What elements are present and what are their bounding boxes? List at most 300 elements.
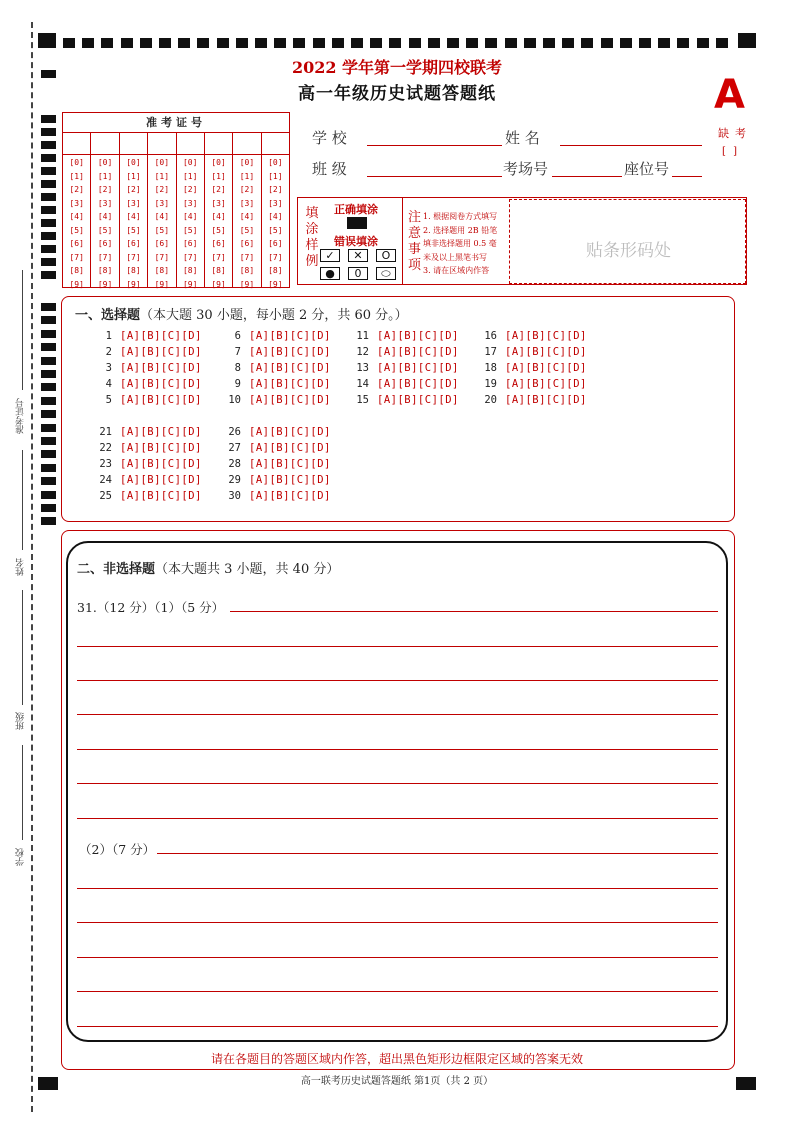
mc-question-number: 4	[105, 378, 112, 390]
name-label: 姓 名	[505, 129, 540, 147]
answer-line[interactable]	[77, 714, 718, 715]
admission-id-bubble[interactable]: [2]	[239, 185, 255, 194]
mc-question-number: 11	[356, 330, 369, 342]
mc-option-bubbles[interactable]: [A][B][C][D]	[505, 362, 587, 374]
margin-rule	[22, 270, 23, 390]
timing-mark	[409, 38, 421, 48]
answer-line[interactable]	[77, 957, 718, 958]
mc-question-5	[92, 394, 202, 406]
timing-mark	[41, 357, 56, 365]
admission-id-bubble[interactable]: [6]	[126, 239, 141, 248]
admission-id-bubble[interactable]: [0]	[268, 158, 283, 167]
mc-option-bubbles[interactable]: [A][B][C][D]	[120, 490, 202, 502]
timing-mark	[351, 38, 363, 48]
mc-question-number: 5	[105, 394, 112, 406]
admission-id-bubble[interactable]: [2]	[154, 185, 170, 194]
admission-id-bubbles	[91, 155, 118, 291]
timing-mark	[41, 397, 56, 405]
mc-option-bubbles[interactable]: [A][B][C][D]	[377, 330, 459, 342]
mc-option-bubbles[interactable]: [A][B][C][D]	[377, 378, 459, 390]
admission-id-bubble[interactable]: [4]	[154, 212, 170, 221]
admission-id-bubble[interactable]: [0]	[126, 158, 141, 167]
wrong-mark-dot-icon: ●	[320, 267, 340, 280]
timing-mark	[140, 38, 152, 48]
mc-option-bubbles[interactable]: [A][B][C][D]	[505, 394, 587, 406]
fill-sample-box	[297, 197, 747, 285]
timing-mark	[313, 38, 325, 48]
mc-question-29	[221, 474, 331, 486]
mc-option-bubbles[interactable]: [A][B][C][D]	[249, 362, 331, 374]
timing-mark	[716, 38, 728, 48]
admission-id-bubbles	[205, 155, 232, 291]
mc-question-number: 22	[99, 442, 112, 454]
mc-question-12	[349, 346, 459, 358]
mc-question-24	[92, 474, 202, 486]
margin-rule	[22, 450, 23, 550]
admission-id-bubble[interactable]: [3]	[182, 198, 198, 208]
mc-option-bubbles[interactable]: [A][B][C][D]	[377, 394, 459, 406]
mc-question-number: 3	[105, 362, 112, 374]
mc-option-bubbles[interactable]: [A][B][C][D]	[249, 490, 331, 502]
mc-option-bubbles[interactable]: [A][B][C][D]	[505, 346, 587, 358]
admission-id-bubble[interactable]: [4]	[97, 212, 113, 221]
admission-id-bubble[interactable]: [6]	[69, 239, 84, 248]
admission-id-bubble[interactable]: [0]	[154, 158, 170, 167]
admission-id-bubbles	[148, 155, 175, 291]
mc-question-number: 27	[228, 442, 241, 454]
mc-option-bubbles[interactable]: [A][B][C][D]	[120, 394, 202, 406]
margin-rule	[22, 590, 23, 705]
admission-id-bubble[interactable]: [8]	[268, 266, 283, 275]
admission-id-bubble[interactable]: [1]	[239, 171, 255, 181]
timing-mark	[41, 330, 56, 338]
mc-question-number: 26	[228, 426, 241, 438]
mc-question-23	[92, 458, 202, 470]
admission-id-bubble[interactable]: [3]	[154, 198, 170, 208]
paper-type-letter: A	[714, 72, 745, 118]
mc-option-bubbles[interactable]: [A][B][C][D]	[249, 378, 331, 390]
timing-mark	[524, 38, 536, 48]
footer-page-info: 高一联考历史试题答题纸 第1页（共 2 页）	[300, 1076, 494, 1087]
answer-line[interactable]	[77, 818, 718, 819]
admission-id-bubble[interactable]: [3]	[97, 198, 113, 208]
correct-fill-mark	[347, 217, 367, 229]
timing-mark	[41, 128, 56, 136]
admission-id-bubbles	[233, 155, 260, 291]
admission-id-bubble[interactable]: [8]	[154, 266, 170, 275]
seat-label: 座位号	[624, 160, 670, 178]
correct-fill-label: 正确填涂	[334, 203, 378, 216]
timing-mark	[41, 491, 56, 499]
mc-option-bubbles[interactable]: [A][B][C][D]	[120, 442, 202, 454]
section1-title	[75, 304, 408, 323]
admission-id-column	[91, 133, 119, 287]
admission-id-bubble[interactable]: [0]	[211, 158, 226, 167]
mc-question-2	[92, 346, 202, 358]
admission-id-bubble[interactable]: [9]	[69, 279, 84, 289]
absent-checkbox[interactable]: [ ]	[722, 146, 739, 157]
corner-mark-top-right	[738, 33, 756, 48]
mc-option-bubbles[interactable]: [A][B][C][D]	[120, 378, 202, 390]
timing-mark	[370, 38, 382, 48]
admission-id-bubble[interactable]: [4]	[69, 212, 84, 221]
mc-question-28	[221, 458, 331, 470]
admission-id-bubble[interactable]: [8]	[69, 266, 84, 275]
admission-id-write-cell[interactable]	[205, 133, 232, 155]
mc-question-number: 10	[228, 394, 241, 406]
admission-id-bubble[interactable]: [9]	[211, 279, 226, 289]
admission-id-bubble[interactable]: [5]	[97, 225, 113, 235]
mc-question-10	[221, 394, 331, 406]
timing-mark	[41, 180, 56, 188]
exam-room-label: 考场号	[503, 160, 549, 178]
mc-option-bubbles[interactable]: [A][B][C][D]	[120, 362, 202, 374]
question-31-2-label: （2）（7 分）	[79, 842, 156, 857]
timing-mark	[505, 38, 517, 48]
admission-id-bubble[interactable]: [2]	[97, 185, 113, 194]
margin-rule	[22, 745, 23, 840]
admission-id-bubble[interactable]: [3]	[126, 198, 141, 208]
mc-option-bubbles[interactable]: [A][B][C][D]	[505, 330, 587, 342]
admission-id-column	[233, 133, 261, 287]
admission-id-bubble[interactable]: [5]	[268, 225, 283, 235]
answer-line[interactable]	[77, 646, 718, 647]
mc-option-bubbles[interactable]: [A][B][C][D]	[377, 362, 459, 374]
admission-id-bubble[interactable]: [0]	[182, 158, 198, 167]
corner-mark-top-left	[38, 33, 56, 48]
timing-mark	[41, 219, 56, 227]
answer-line[interactable]	[230, 611, 718, 612]
timing-mark	[601, 38, 613, 48]
admission-id-bubbles	[63, 155, 90, 291]
exam-room-field[interactable]	[552, 176, 622, 177]
timing-mark	[447, 38, 459, 48]
timing-mark	[41, 167, 56, 175]
admission-id-bubbles	[120, 155, 147, 291]
timing-mark	[658, 38, 670, 48]
school-field[interactable]	[367, 145, 502, 146]
timing-mark	[41, 504, 56, 512]
admission-id-bubble[interactable]: [2]	[268, 185, 283, 194]
admission-id-grid	[62, 112, 290, 288]
notice-title: 注意事项	[408, 210, 422, 273]
barcode-label: 贴条形码处	[586, 241, 671, 261]
mc-question-number: 18	[484, 362, 497, 374]
barcode-area	[509, 199, 746, 284]
notice-item: 米及以上黑笔书写	[423, 252, 487, 262]
section2-title	[77, 558, 339, 577]
admission-id-bubble[interactable]: [0]	[97, 158, 113, 167]
admission-id-bubble[interactable]: [2]	[211, 185, 226, 194]
timing-mark	[41, 316, 56, 324]
mc-question-17	[477, 346, 587, 358]
timing-mark	[543, 38, 555, 48]
timing-mark	[236, 38, 248, 48]
admission-id-bubble[interactable]: [1]	[211, 171, 226, 181]
timing-mark	[197, 38, 209, 48]
mc-question-number: 9	[234, 378, 241, 390]
admission-id-bubble[interactable]: [1]	[154, 171, 170, 181]
mc-question-11	[349, 330, 459, 342]
admission-id-title: 准考证号	[63, 113, 289, 133]
admission-id-bubble[interactable]: [7]	[268, 252, 283, 262]
answer-region-border	[66, 541, 728, 1042]
mc-question-16	[477, 330, 587, 342]
notice-item: 1. 根据阅卷方式填写	[423, 212, 498, 221]
admission-id-bubble[interactable]: [6]	[182, 239, 198, 248]
answer-line[interactable]	[77, 888, 718, 889]
mc-question-22	[92, 442, 202, 454]
answer-line[interactable]	[77, 922, 718, 923]
timing-mark	[41, 115, 56, 123]
mc-question-number: 8	[234, 362, 241, 374]
wrong-mark-circle-icon: O	[376, 249, 396, 262]
mc-question-19	[477, 378, 587, 390]
admission-id-write-cell[interactable]	[262, 133, 289, 155]
section1-heading: 一、选择题	[75, 308, 141, 323]
admission-id-write-cell[interactable]	[120, 133, 147, 155]
admission-id-bubble[interactable]: [7]	[154, 252, 170, 262]
mc-option-bubbles[interactable]: [A][B][C][D]	[249, 442, 331, 454]
mc-question-14	[349, 378, 459, 390]
margin-label-admission-id: 准考证号	[16, 398, 26, 434]
timing-mark	[41, 464, 56, 472]
mc-question-25	[92, 490, 202, 502]
timing-mark	[121, 38, 133, 48]
admission-id-bubble[interactable]: [8]	[211, 266, 226, 275]
admission-id-column	[120, 133, 148, 287]
admission-id-bubble[interactable]: [9]	[268, 279, 283, 289]
mc-question-number: 19	[484, 378, 497, 390]
answer-line[interactable]	[77, 783, 718, 784]
admission-id-bubble[interactable]: [1]	[182, 171, 198, 181]
timing-mark	[41, 517, 56, 525]
mc-question-8	[221, 362, 331, 374]
admission-id-bubble[interactable]: [0]	[69, 158, 84, 167]
admission-id-bubble[interactable]: [4]	[211, 212, 226, 221]
mc-question-27	[221, 442, 331, 454]
mc-question-number: 30	[228, 490, 241, 502]
admission-id-column	[148, 133, 176, 287]
mc-option-bubbles[interactable]: [A][B][C][D]	[120, 458, 202, 470]
admission-id-bubble[interactable]: [9]	[154, 279, 170, 289]
mc-question-number: 13	[356, 362, 369, 374]
mc-question-number: 16	[484, 330, 497, 342]
footer-warning: 请在各题目的答题区域内作答，超出黑色矩形边框限定区域的答案无效	[210, 1052, 583, 1066]
admission-id-bubble[interactable]: [3]	[268, 198, 283, 208]
timing-mark	[389, 38, 401, 48]
wrong-fill-label: 错误填涂	[334, 235, 378, 248]
mc-question-number: 28	[228, 458, 241, 470]
timing-mark	[41, 437, 56, 445]
admission-id-bubble[interactable]: [1]	[69, 171, 84, 181]
admission-id-bubble[interactable]: [2]	[182, 185, 198, 194]
mc-question-number: 2	[105, 346, 112, 358]
answer-line[interactable]	[77, 680, 718, 681]
timing-mark	[41, 343, 56, 351]
notice-item: 3. 请在区域内作答	[423, 266, 490, 275]
section2-note: （本大题共 3 小题，共 40 分）	[155, 562, 340, 577]
timing-mark	[562, 38, 574, 48]
admission-id-write-cell[interactable]	[233, 133, 260, 155]
admission-id-bubble[interactable]: [1]	[268, 171, 283, 181]
mc-question-3	[92, 362, 202, 374]
admission-id-column	[63, 133, 91, 287]
mc-question-number: 25	[99, 490, 112, 502]
timing-mark	[159, 38, 171, 48]
notice-list	[423, 210, 511, 278]
seat-field[interactable]	[672, 176, 702, 177]
class-field[interactable]	[367, 176, 502, 177]
admission-id-bubble[interactable]: [1]	[97, 171, 113, 181]
timing-mark	[41, 424, 56, 432]
timing-mark	[41, 193, 56, 201]
admission-id-bubble[interactable]: [5]	[154, 225, 170, 235]
margin-label-class: 班级	[16, 712, 26, 730]
admission-id-bubble[interactable]: [7]	[126, 252, 141, 262]
timing-mark	[485, 38, 497, 48]
wrong-mark-cross-icon: ✕	[348, 249, 368, 262]
admission-id-bubble[interactable]: [9]	[126, 279, 141, 289]
timing-mark	[41, 141, 56, 149]
admission-id-write-cell[interactable]	[63, 133, 90, 155]
admission-id-bubble[interactable]: [8]	[239, 266, 255, 275]
mc-question-number: 6	[234, 330, 241, 342]
timing-mark	[255, 38, 267, 48]
timing-mark	[332, 38, 344, 48]
admission-id-bubble[interactable]: [5]	[239, 225, 255, 235]
mc-option-bubbles[interactable]: [A][B][C][D]	[249, 458, 331, 470]
mc-question-15	[349, 394, 459, 406]
admission-id-bubble[interactable]: [5]	[126, 225, 141, 235]
mc-option-bubbles[interactable]: [A][B][C][D]	[505, 378, 587, 390]
admission-id-bubble[interactable]: [6]	[154, 239, 170, 248]
admission-id-bubble[interactable]: [6]	[211, 239, 226, 248]
answer-line[interactable]	[77, 991, 718, 992]
notice-item: 填非选择题用 0.5 毫	[423, 239, 497, 248]
admission-id-bubble[interactable]: [1]	[126, 171, 141, 181]
timing-mark	[41, 370, 56, 378]
admission-id-bubble[interactable]: [0]	[239, 158, 255, 167]
admission-id-write-cell[interactable]	[177, 133, 204, 155]
timing-mark	[41, 258, 56, 266]
admission-id-bubble[interactable]: [5]	[69, 225, 84, 235]
wrong-mark-check-icon: ✓	[320, 249, 340, 262]
mc-option-bubbles[interactable]: [A][B][C][D]	[120, 474, 202, 486]
timing-mark	[581, 38, 593, 48]
mc-question-number: 14	[356, 378, 369, 390]
mc-option-bubbles[interactable]: [A][B][C][D]	[377, 346, 459, 358]
name-field[interactable]	[560, 145, 702, 146]
admission-id-bubble[interactable]: [4]	[182, 212, 198, 221]
timing-mark	[178, 38, 190, 48]
mc-question-21	[92, 426, 202, 438]
mc-question-7	[221, 346, 331, 358]
mc-question-number: 23	[99, 458, 112, 470]
answer-line[interactable]	[157, 853, 718, 854]
answer-line[interactable]	[77, 749, 718, 750]
mc-question-18	[477, 362, 587, 374]
wrong-mark-zero-icon: 0	[348, 267, 368, 280]
admission-id-columns	[63, 133, 289, 287]
mc-option-bubbles[interactable]: [A][B][C][D]	[120, 426, 202, 438]
admission-id-bubble[interactable]: [8]	[126, 266, 141, 275]
mc-question-number: 24	[99, 474, 112, 486]
admission-id-bubble[interactable]: [5]	[211, 225, 226, 235]
school-label: 学 校	[312, 129, 347, 147]
admission-id-bubble[interactable]: [2]	[69, 185, 84, 194]
admission-id-bubble[interactable]: [6]	[239, 239, 255, 248]
absent-label: 缺考	[718, 127, 752, 140]
admission-id-bubble[interactable]: [7]	[211, 252, 226, 262]
admission-id-bubble[interactable]: [9]	[182, 279, 198, 289]
mc-option-bubbles[interactable]: [A][B][C][D]	[249, 330, 331, 342]
admission-id-column	[262, 133, 289, 287]
admission-id-bubble[interactable]: [3]	[211, 198, 226, 208]
timing-mark	[639, 38, 651, 48]
admission-id-write-cell[interactable]	[91, 133, 118, 155]
mc-option-bubbles[interactable]: [A][B][C][D]	[249, 346, 331, 358]
timing-mark	[41, 232, 56, 240]
mc-question-9	[221, 378, 331, 390]
admission-id-write-cell[interactable]	[148, 133, 175, 155]
admission-id-bubble[interactable]: [2]	[126, 185, 141, 194]
admission-id-bubble[interactable]: [6]	[268, 239, 283, 248]
admission-id-bubble[interactable]: [9]	[97, 279, 113, 289]
timing-mark	[41, 477, 56, 485]
admission-id-column	[177, 133, 205, 287]
admission-id-bubble[interactable]: [3]	[69, 198, 84, 208]
timing-mark	[466, 38, 478, 48]
admission-id-bubbles	[177, 155, 204, 291]
admission-id-bubble[interactable]: [8]	[182, 266, 198, 275]
admission-id-bubble[interactable]: [9]	[239, 279, 255, 289]
admission-id-bubble[interactable]: [7]	[239, 252, 255, 262]
mc-option-bubbles[interactable]: [A][B][C][D]	[249, 474, 331, 486]
admission-id-bubble[interactable]: [6]	[97, 239, 113, 248]
mc-question-number: 1	[105, 330, 112, 342]
mc-option-bubbles[interactable]: [A][B][C][D]	[120, 330, 202, 342]
mc-option-bubbles[interactable]: [A][B][C][D]	[249, 394, 331, 406]
mc-question-30	[221, 490, 331, 502]
admission-id-bubble[interactable]: [4]	[268, 212, 283, 221]
admission-id-bubble[interactable]: [4]	[239, 212, 255, 221]
timing-mark	[41, 245, 56, 253]
exam-title: 2022 学年第一学期四校联考	[291, 58, 503, 77]
timing-mark	[41, 450, 56, 458]
admission-id-bubble[interactable]: [5]	[182, 225, 198, 235]
timing-mark	[620, 38, 632, 48]
admission-id-bubble[interactable]: [4]	[126, 212, 141, 221]
timing-mark	[41, 154, 56, 162]
mc-question-number: 12	[356, 346, 369, 358]
mc-option-bubbles[interactable]: [A][B][C][D]	[120, 346, 202, 358]
admission-id-column	[205, 133, 233, 287]
binding-dashed-line	[31, 22, 33, 1112]
admission-id-bubble[interactable]: [7]	[182, 252, 198, 262]
timing-mark	[41, 383, 56, 391]
question-31-1-label: 31.（12 分）（1）（5 分）	[77, 600, 225, 615]
timing-mark	[101, 38, 113, 48]
admission-id-bubble[interactable]: [7]	[69, 252, 84, 262]
admission-id-bubble[interactable]: [3]	[239, 198, 255, 208]
answer-line[interactable]	[77, 1026, 718, 1027]
mc-option-bubbles[interactable]: [A][B][C][D]	[249, 426, 331, 438]
mc-question-20	[477, 394, 587, 406]
admission-id-bubble[interactable]: [7]	[97, 252, 113, 262]
margin-label-name: 姓名	[16, 558, 26, 576]
admission-id-bubble[interactable]: [8]	[97, 266, 113, 275]
